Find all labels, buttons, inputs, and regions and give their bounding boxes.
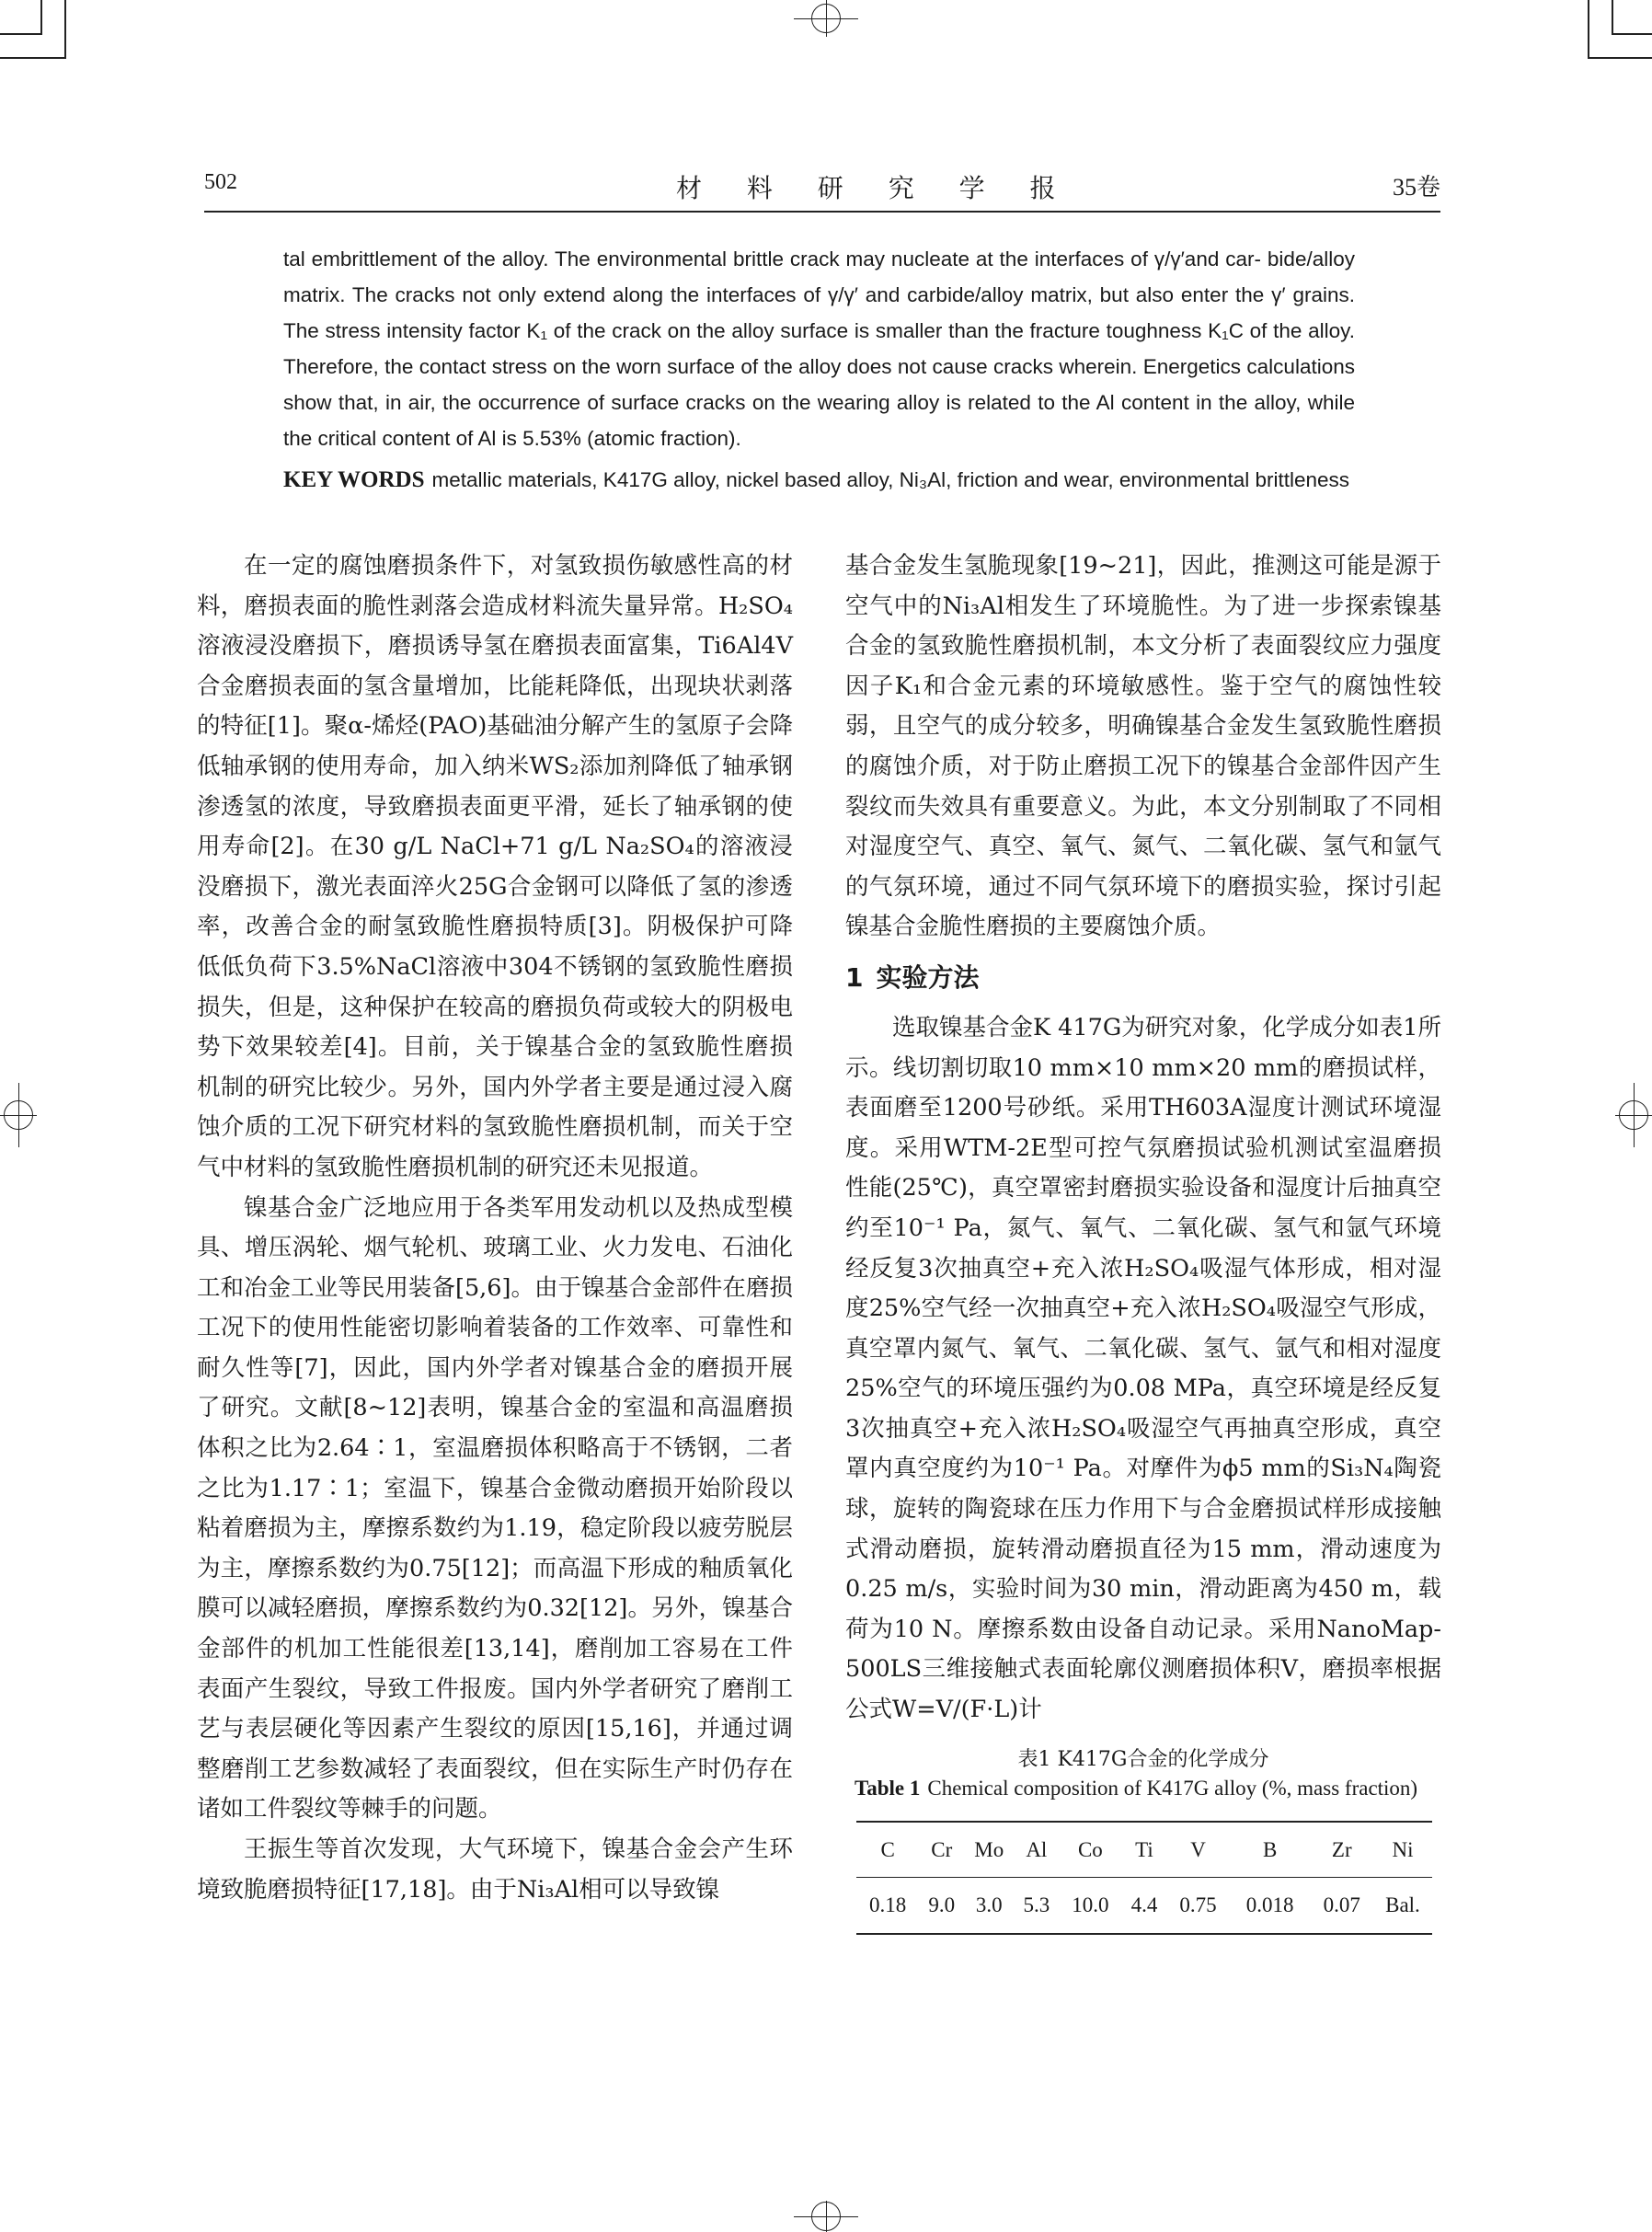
table-caption-en [845,1774,1441,1802]
body-paragraph: 在一定的腐蚀磨损条件下，对氢致损伤敏感性高的材料，磨损表面的脆性剥落会造成材料流失量异常。H₂SO₄溶液浸没磨损下，磨损诱导氢在磨损表面富集，Ti6Al4V合金磨损表面的氢含量增加，比能耗降低，出现块状剥落的特征[1]。聚α-烯烃(PAO)基础油分解产生的氢原子会降低轴承钢的使用寿命，加入纳米WS₂添加剂降低了轴承钢渗透氢的浓度，导致磨损表面更平滑，延长了轴承钢的使用寿命[2]。在30 g/L NaCl+71 g/L Na₂SO₄的溶液浸没磨损下，激光表面淬火25G合金钢可以降低了氢的渗透率，改善合金的耐氢致脆性磨损特质[3]。阴极保护可降低低负荷下3.5%NaCl溶液中304不锈钢的氢致脆性磨损损失，但是，这种保护在较高的磨损负荷或较大的阴极电势下效果较差[4]。目前，关于镍基合金的氢致脆性磨损机制的研究比较少。另外，国内外学者主要是通过浸入腐蚀介质的工况下研究材料的氢致脆性磨损机制，而关于空气中材料的氢致脆性磨损机制的研究还未见报道。 [197,552,793,1181]
table-cell: 0.018 [1245,1893,1294,1917]
table-cell: 5.3 [1023,1893,1050,1917]
composition-table [856,1821,1432,1935]
section-title: 实验方法 [876,961,980,993]
crop-mark-top-left-h2 [0,57,66,59]
volume-label: 35卷 [1392,174,1440,201]
table-cell: Bal. [1385,1893,1420,1917]
body-paragraph-continued: 基合金发生氢脆现象[19~21]，因此，推测这可能是源于空气中的Ni₃Al相发生了环境脆性。为了进一步探索镍基合金的氢致脆性磨损机制，本文分析了表面裂纹应力强度因子K₁和合金元素的环境敏感性。鉴于空气的腐蚀性较弱，且空气的成分较多，明确镍基合金发生氢致脆性磨损的腐蚀介质，对于防止磨损工况下的镍基合金部件因产生裂纹而失效具有重要意义。为此，本文分别制取了不同相对湿度空气、真空、氧气、氮气、二氧化碳、氢气和氩气的气氛环境，通过不同气氛环境下的磨损实验，探讨引起镍基合金脆性磨损的主要腐蚀介质。 [845,552,1441,941]
crop-mark-top-left-v [40,0,42,33]
table-header-cell: Ti [1135,1837,1153,1861]
abstract-line: enter the γ′ grains. The stress intensity factor K₁ of the crack on the alloy surface is smaller than the fracture [283,283,1355,342]
table-cell: 0.75 [1179,1893,1217,1917]
table-cell: 10.0 [1072,1893,1109,1917]
table-row [856,1878,1432,1934]
table-header-cell: Ni [1392,1837,1414,1861]
section-number: 1 [845,961,864,993]
abstract-text [283,241,1355,456]
table-cell: 0.18 [869,1893,907,1917]
crop-mark-top-left-v2 [64,0,66,57]
abstract-line: tal embrittlement of the alloy. The environmental brittle crack may nucleate at the interfaces of γ/γ′and car- [283,247,1262,270]
registration-target-left [0,1083,37,1147]
keywords-label: KEY WORDS [283,467,425,492]
table-header-cell: C [880,1837,895,1861]
registration-target-bottom [794,2201,858,2232]
table-cell: 4.4 [1130,1893,1158,1917]
crop-mark-top-right-v [1588,0,1589,57]
abstract-line: bide/alloy matrix. The cracks not only extend along the interfaces of γ/γ′ and carbide/alloy matrix, but also [283,247,1355,306]
crop-mark-top-right-h [1588,57,1652,59]
table-header-cell: Zr [1331,1837,1352,1861]
crop-mark-top-left-h [0,33,42,35]
keywords-text: metallic materials, K417G alloy, nickel based alloy, Ni₃Al, friction and wear, environmental brittleness [431,468,1350,491]
english-abstract [283,241,1355,498]
section-heading [845,955,1441,1001]
abstract-line: cracks wherein. Energetics calculations show that, in air, the occurrence of surface cracks on the wearing [283,355,1355,414]
header-rule [204,211,1440,213]
table-header-cell: Al [1026,1837,1048,1861]
keywords [283,462,1355,498]
table-header-cell: Cr [931,1837,953,1861]
abstract-line: alloy is related to the Al content in the alloy, while the critical content of Al is 5.53% (atomic fraction). [283,391,1355,450]
registration-target-top [794,0,858,37]
left-column [197,546,793,1910]
table-caption-cn: 表1 K417G合金的化学成分 [1017,1747,1269,1771]
table-cell: 0.07 [1323,1893,1360,1917]
table-caption-text: Chemical composition of K417G alloy (%, mass fraction) [927,1776,1418,1800]
table-header-row [856,1822,1432,1878]
page-number: 502 [204,170,237,194]
table-header-cell: Mo [974,1837,1004,1861]
registration-target-right [1615,1083,1652,1147]
body-paragraph: 镍基合金广泛地应用于各类军用发动机以及热成型模具、增压涡轮、烟气轮机、玻璃工业、火力发电、石油化工和冶金工业等民用装备[5,6]。由于镍基合金部件在磨损工况下的使用性能密切影响着装备的工作效率、可靠性和耐久性等[7]，因此，国内外学者对镍基合金的磨损开展了研究。文献[8~12]表明，镍基合金的室温和高温磨损体积之比为2.64∶1，室温磨损体积略高于不锈钢，二者之比为1.17∶1；室温下，镍基合金微动磨损开始阶段以粘着磨损为主，摩擦系数约为1.19，稳定阶段以疲劳脱层为主，摩擦系数约为0.75[12]；而高温下形成的釉质氧化膜可以减轻磨损，摩擦系数约为0.32[12]。另外，镍基合金部件的机加工性能很差[13,14]，磨削加工容易在工件表面产生裂纹，导致工件报废。国内外学者研究了磨削工艺与表层硬化等因素产生裂纹的原因[15,16]，并通过调整磨削工艺参数减轻了表面裂纹，但在实际生产时仍存在诸如工件裂纹等棘手的问题。 [197,1193,793,1824]
abstract-line: toughness K₁C of the alloy. Therefore, the contact stress on the worn surface of the alloy does not cause [283,319,1355,378]
body-paragraph: 王振生等首次发现，大气环境下，镍基合金会产生环境致脆磨损特征[17,18]。由于Ni₃Al相可以导致镍 [197,1835,793,1904]
table-cell: 3.0 [975,1893,1003,1917]
table-header-cell: B [1262,1837,1278,1861]
table-header-cell: Co [1077,1837,1103,1861]
right-column [845,546,1441,1935]
table-caption-label: Table 1 [855,1776,921,1800]
table-header-cell: V [1190,1837,1206,1861]
crop-mark-top-right-v2 [1612,0,1613,33]
table-cell: 9.0 [928,1893,956,1917]
body-paragraph: 选取镍基合金K 417G为研究对象，化学成分如表1所示。线切割切取10 mm×10 mm×20 mm的磨损试样，表面磨至1200号砂纸。采用TH603A湿度计测试环境湿度。采用WTM-2E型可控气氛磨损试验机测试室温磨损性能(25℃)，真空罩密封磨损实验设备和湿度计后抽真空约至10⁻¹ Pa，氮气、氧气、二氧化碳、氢气和氩气环境经反复3次抽真空+充入浓H₂SO₄吸湿气体形成，相对湿度25%空气经一次抽真空+充入浓H₂SO₄吸湿空气形成，真空罩内氮气、氧气、二氧化碳、氢气、氩气和相对湿度25%空气的环境压强约为0.08 MPa，真空环境是经反复3次抽真空+充入浓H₂SO₄吸湿空气再抽真空形成，真空罩内真空度约为10⁻¹ Pa。对摩件为ϕ5 mm的Si₃N₄陶瓷球，旋转的陶瓷球在压力作用下与合金磨损试样形成接触式滑动磨损，旋转滑动磨损直径为15 mm，滑动速度为0.25 m/s，实验时间为30 min，滑动距离为450 m，载荷为10 N。摩擦系数由设备自动记录。采用NanoMap-500LS三维接触式表面轮廓仪测磨损体积V，磨损率根据公式W=V/(F·L)计 [845,1013,1441,1724]
crop-mark-top-right-h2 [1612,33,1652,35]
journal-title: 材 料 研 究 学 报 [676,173,1074,203]
